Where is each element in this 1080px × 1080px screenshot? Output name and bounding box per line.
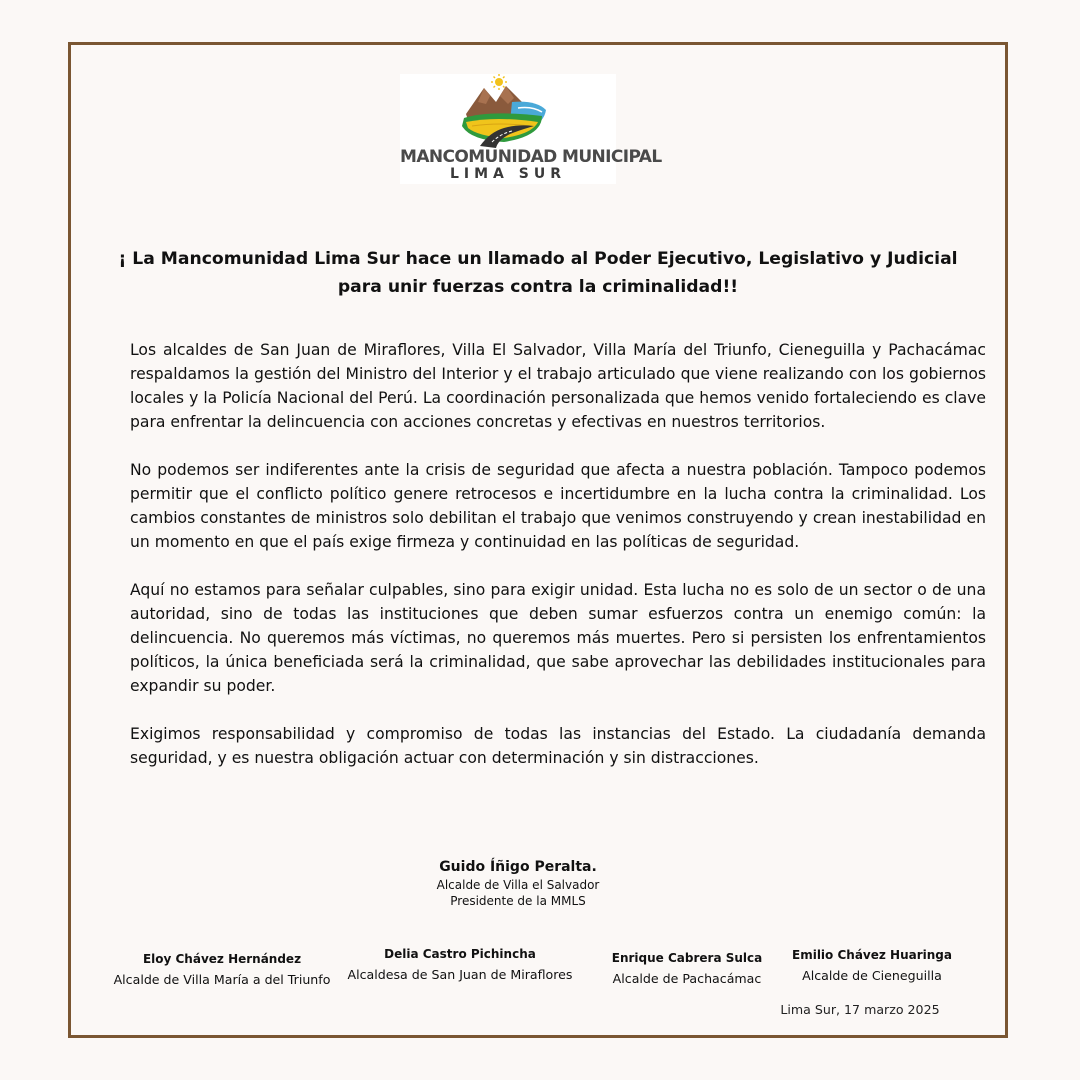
paragraph-1: Los alcaldes de San Juan de Miraflores, Villa El Salvador, Villa María del Triunfo, Cieneguilla y Pachacámac respaldamos la gestión del Ministro del Interior y el trabajo articulado que viene realizando con los gobiernos locales y la Policía Nacional del Perú. La coordinación personalizada que hemos venido fortaleciendo es clave para enfrentar la delincuencia con acciones concretas y efectivas en nuestros territorios. [130,341,986,431]
mancomunidad-logo [400,74,662,184]
signatory-name: Delia Castro Pichincha [384,947,536,961]
signatory-role: Alcalde de Pachacámac [612,971,762,986]
statement-body [130,338,986,794]
signatory-3 [590,947,784,989]
signatory-2 [344,943,576,985]
signatory-name: Eloy Chávez Hernández [142,952,302,966]
main-signatory-role: Alcalde de Villa el Salvador [436,878,600,892]
signatory-role: Alcalde de Villa María a del Triunfo [113,972,331,987]
landscape-emblem-icon [400,74,616,148]
headline-line-1: ¡ La Mancomunidad Lima Sur hace un llamado al Poder Ejecutivo, Legislativo y Judicial [118,249,958,269]
paragraph-3: Aquí no estamos para señalar culpables, sino para exigir unidad. Esta lucha no es solo de un sector o de una autoridad, sino de todas las instituciones que deben sumar esfuerzos contra un enemigo común: la delincuencia. No queremos más víctimas, no queremos más muertes. Pero si persisten los enfrentamientos políticos, la única beneficiada será la criminalidad, que sabe aprovechar las debilidades institucionales para expandir su poder. [130,581,986,695]
signatory-role: Alcaldesa de San Juan de Miraflores [347,967,573,982]
statement-date: Lima Sur, 17 marzo 2025 [780,1002,940,1017]
signatory-name: Enrique Cabrera Sulca [611,951,763,965]
signatory-1 [106,948,338,990]
paragraph-2: No podemos ser indiferentes ante la crisis de seguridad que afecta a nuestra población. Tampoco podemos permitir que el conflicto político genere retrocesos e incertidumbre en la lucha contra la criminalidad. Los cambios constantes de ministros solo debilitan el trabajo que venimos construyendo y crean inestabilidad en un momento en que el país exige firmeza y continuidad en las políticas de seguridad. [130,461,986,551]
paragraph-4: Exigimos responsabilidad y compromiso de todas las instancias del Estado. La ciudadanía demanda seguridad, y es nuestra obligación actuar con determinación y sin distracciones. [130,725,986,767]
main-signatory-name: Guido Íñigo Peralta. [439,859,597,875]
headline-line-2: para unir fuerzas contra la criminalidad!! [337,277,739,297]
signatory-name: Emilio Chávez Huaringa [792,948,952,962]
signatory-role: Alcalde de Cieneguilla [802,968,942,983]
main-signatory [388,857,648,909]
signatory-4 [784,944,960,986]
main-signatory-title: Presidente de la MMLS [450,894,586,908]
logo-subtitle: LIMA SUR [449,166,566,182]
statement-headline [100,245,976,301]
logo-title: MANCOMUNIDAD MUNICIPAL [400,147,662,167]
sun-icon [491,74,507,90]
